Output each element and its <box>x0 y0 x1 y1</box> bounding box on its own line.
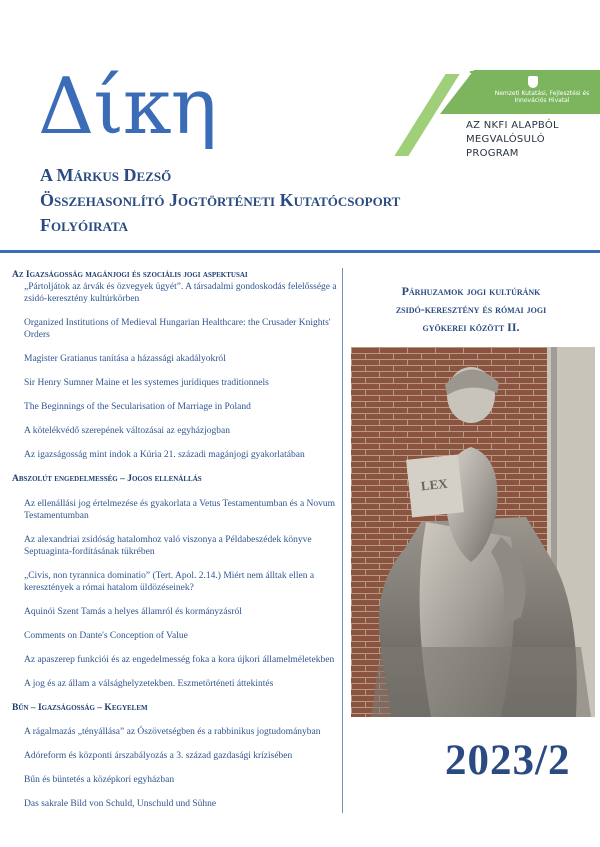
section-heading: Abszolút engedelmesség – Jogos ellenállás <box>12 474 202 484</box>
statue-photo <box>351 347 595 717</box>
toc-entry[interactable]: Magister Gratianus tanítása a házassági akadályokról <box>24 354 226 364</box>
toc-entry[interactable]: Aquinói Szent Tamás a helyes államról és kormányzásról <box>24 607 242 617</box>
toc-entry[interactable]: Az apaszerep funkciói és az engedelmesség foka a kora újkori államelméletekben <box>24 655 335 665</box>
banner-agency-name: Nemzeti Kutatási, Fejlesztési és Innovációs Hivatal <box>494 90 590 104</box>
toc-entry[interactable]: A kötelékvédő szerepének változásai az egyházjogban <box>24 426 231 436</box>
journal-title <box>40 163 400 238</box>
toc-entry[interactable]: Organized Institutions of Medieval Hungarian Healthcare: the Crusader Knights' Orders <box>24 318 331 340</box>
toc-entry[interactable]: Az igazságosság mint indok a Kúria 21. századi magánjogi gyakorlatában <box>24 450 305 460</box>
statue-illustration <box>351 347 595 717</box>
toc-entry[interactable]: Adóreform és központi árszabályozás a 3. század gazdasági krízisében <box>24 751 293 761</box>
feature-title-line-3: gyökerei között II. <box>422 320 520 334</box>
journal-logo: Δίκη <box>38 62 217 152</box>
journal-title-line-1: A Márkus Dezső <box>40 165 172 185</box>
toc-entry[interactable]: The Beginnings of the Secularisation of Marriage in Poland <box>24 402 251 412</box>
column-divider <box>342 268 343 813</box>
toc-entry[interactable]: Az alexandriai zsidóság hatalomhoz való viszonya a Példabeszédek könyve Septuaginta-fordításának tükrében <box>24 535 312 557</box>
journal-title-line-3: Folyóirata <box>40 215 129 235</box>
banner-top-line <box>470 71 600 73</box>
crest-icon <box>528 76 538 88</box>
toc-entry[interactable]: „Civis, non tyrannica dominatio” (Tert. Apol. 2.14.) Miért nem álltak ellen a keresztények a római hatalom üldözéseinek? <box>24 571 315 593</box>
toc-entry[interactable]: Sir Henry Sumner Maine et les systemes juridiques traditionnels <box>24 378 269 388</box>
toc-entry[interactable]: Az ellenállási jog értelmezése és gyakorlata a Vetus Testamentumban és a Novum Testamentumban <box>24 499 336 521</box>
header-divider <box>0 250 600 253</box>
toc-entry[interactable]: „Pártoljátok az árvák és özvegyek ügyét”. A társadalmi gondoskodás felelőssége a zsidó-keresztény kultúrkörben <box>24 282 337 304</box>
banner-stripe-light <box>394 74 459 156</box>
banner-program-text <box>466 119 600 161</box>
feature-title-line-2: zsidó-keresztény és római jogi <box>395 302 547 316</box>
banner-line-2: MEGVALÓSULÓ PROGRAM <box>466 134 545 159</box>
feature-title-line-1: Párhuzamok jogi kultúránk <box>401 284 541 298</box>
table-of-contents <box>12 269 338 810</box>
section-heading: Az Igazságosság magánjogi és szociális jogi aspektusai <box>12 270 248 280</box>
toc-entry[interactable]: Comments on Dante's Conception of Value <box>24 631 188 641</box>
toc-entry[interactable]: Das sakrale Bild von Schuld, Unschuld und Sühne <box>24 799 217 809</box>
tablet-lex-text: LEX <box>420 475 449 494</box>
toc-entry[interactable]: A rágalmazás „tényállása” az Ószövetségben és a rabbinikus jogtudományban <box>24 727 321 737</box>
toc-entry[interactable]: Bűn és büntetés a középkori egyházban <box>24 775 175 785</box>
banner-line-1: AZ NKFI ALAPBÓL <box>466 120 559 131</box>
feature-title <box>352 282 590 336</box>
journal-title-line-2: Összehasonlító Jogtörténeti Kutatócsoport <box>40 190 401 210</box>
issue-number: 2023/2 <box>445 737 571 784</box>
toc-entry[interactable]: A jog és az állam a válsághelyzetekben. Eszmetörténeti áttekintés <box>24 679 274 689</box>
section-heading: Bűn – Igazságosság – Kegyelem <box>12 703 148 713</box>
